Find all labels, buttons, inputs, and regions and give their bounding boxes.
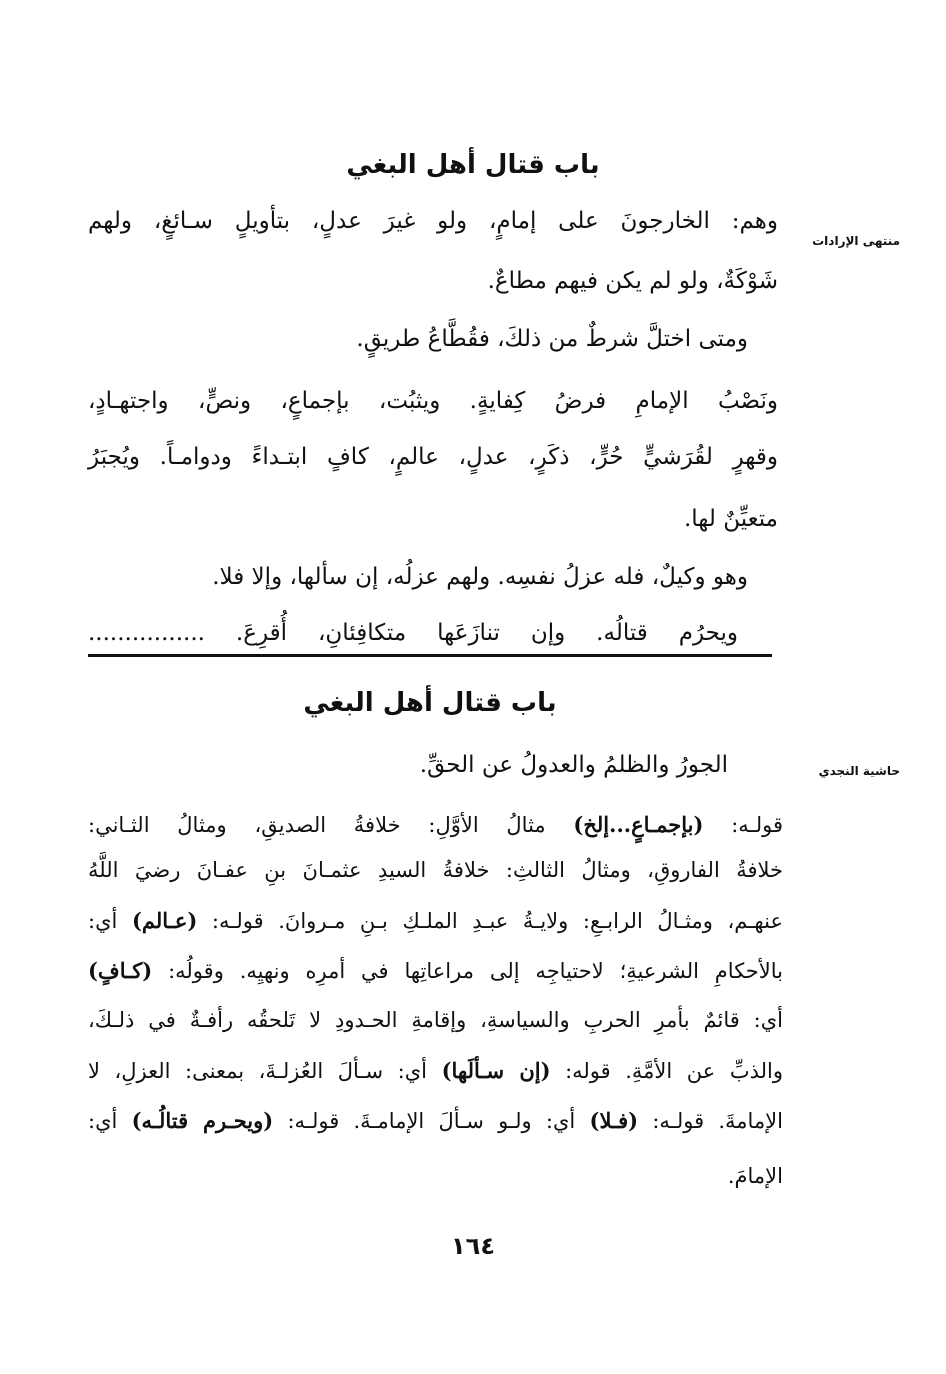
matn-line: ومتى اختلَّ شرطٌ من ذلكَ، فقُطَّاعُ طريقٍ.	[356, 326, 748, 352]
text-run: أي: ولـو سـألَ الإمامـةَ. قولـه:	[273, 1109, 590, 1133]
matn-line: ويحرُم قتالُه. وإن تنازَعَها متكافِئانِ، أُقرِعَ. ................	[88, 620, 738, 646]
hashiya-line	[88, 812, 783, 837]
text-run: أي: سـألَ العُزلـةَ، بمعنى: العزلِ، لا	[88, 1059, 442, 1083]
matn-side-label: منتهى الإرادات	[812, 234, 900, 248]
section-divider	[88, 654, 772, 657]
hashiya-line	[88, 1164, 783, 1188]
matn-line: وهم: الخارجونَ على إمامٍ، ولو غيرَ عدلٍ، بتأويلٍ سـائغٍ، ولهم	[88, 208, 778, 234]
matn-line: متعيِّنٌ لها.	[683, 506, 778, 532]
page-number: ١٦٤	[451, 1232, 495, 1260]
hashiya-side-label: حاشية النجدي	[818, 764, 900, 778]
text-run: الإمامَ.	[727, 1164, 783, 1188]
text-run: قولـه:	[703, 813, 783, 837]
quoted-term: (ويحـرم قتالُـه)	[131, 1108, 274, 1133]
text-run: خلافةُ الفاروقِ، ومثالُ الثالثِ: خلافةُ السيدِ عثمـانَ بنِ عفـانَ رضيَ اللَّهُ	[88, 858, 783, 882]
quoted-term: (فـلا)	[589, 1108, 639, 1133]
hashiya-line	[88, 1008, 783, 1032]
hashiya-line	[88, 1108, 783, 1133]
hashiya-line	[88, 1058, 783, 1083]
hashiya-title: باب قتال أهل البغي	[303, 688, 557, 718]
text-run: أي: قائمٌ بأمرِ الحربِ والسياسةِ، وإقامةِ الحـدودِ لا تَلحقُه رأفـةٌ في ذلـكَ،	[88, 1008, 783, 1032]
matn-line: وقهرٍ لقُرَشيٍّ حُرٍّ، ذكَرٍ، عدلٍ، عالمٍ، كافٍ ابتـداءً ودوامـاً. ويُجبَرُ	[88, 444, 778, 470]
hashiya-line	[88, 908, 783, 933]
text-run: أي:	[88, 909, 132, 933]
quoted-term: (بإجمـاعٍ...إلخ)	[573, 812, 704, 837]
text-run: عنهـم، ومثـالُ الرابـعِ: ولايـةُ عبـدِ الملـكِ بـنِ مـروانَ. قولـه:	[197, 909, 783, 933]
text-run: بالأحكامِ الشرعيةِ؛ لاحتياجِه إلى مراعاتِها في أمرِه ونهيِه. وقولُه:	[152, 959, 783, 983]
text-run: والذبِّ عن الأمَّةِ. قوله:	[550, 1059, 784, 1083]
quoted-term: (كـافٍ)	[88, 958, 153, 983]
hashiya-line	[88, 858, 783, 882]
matn-line: وهو وكيلٌ، فله عزلُ نفسِه. ولهم عزلُه، إن سألها، وإلا فلا.	[212, 564, 748, 590]
hashiya-line	[88, 958, 783, 983]
hashiya-intro: الجورُ والظلمُ والعدولُ عن الحقِّ.	[419, 752, 728, 778]
matn-title: باب قتال أهل البغي	[346, 150, 600, 180]
text-run: مثالُ الأوَّلِ: خلافةُ الصديقِ، ومثالُ الثـاني:	[88, 813, 574, 837]
matn-line: شَوْكَةٌ، ولو لم يكن فيهم مطاعٌ.	[487, 268, 778, 294]
quoted-term: (إن سـألَها)	[441, 1058, 551, 1083]
text-run: الإمامةَ. قولـه:	[638, 1109, 783, 1133]
quoted-term: (عـالم)	[131, 908, 198, 933]
text-run: أي:	[88, 1109, 132, 1133]
matn-line: ونَصْبُ الإمامِ فرضُ كِفايةٍ. ويثبُت، بإجماعٍ، ونصٍّ، واجتهـادٍ،	[88, 388, 778, 414]
